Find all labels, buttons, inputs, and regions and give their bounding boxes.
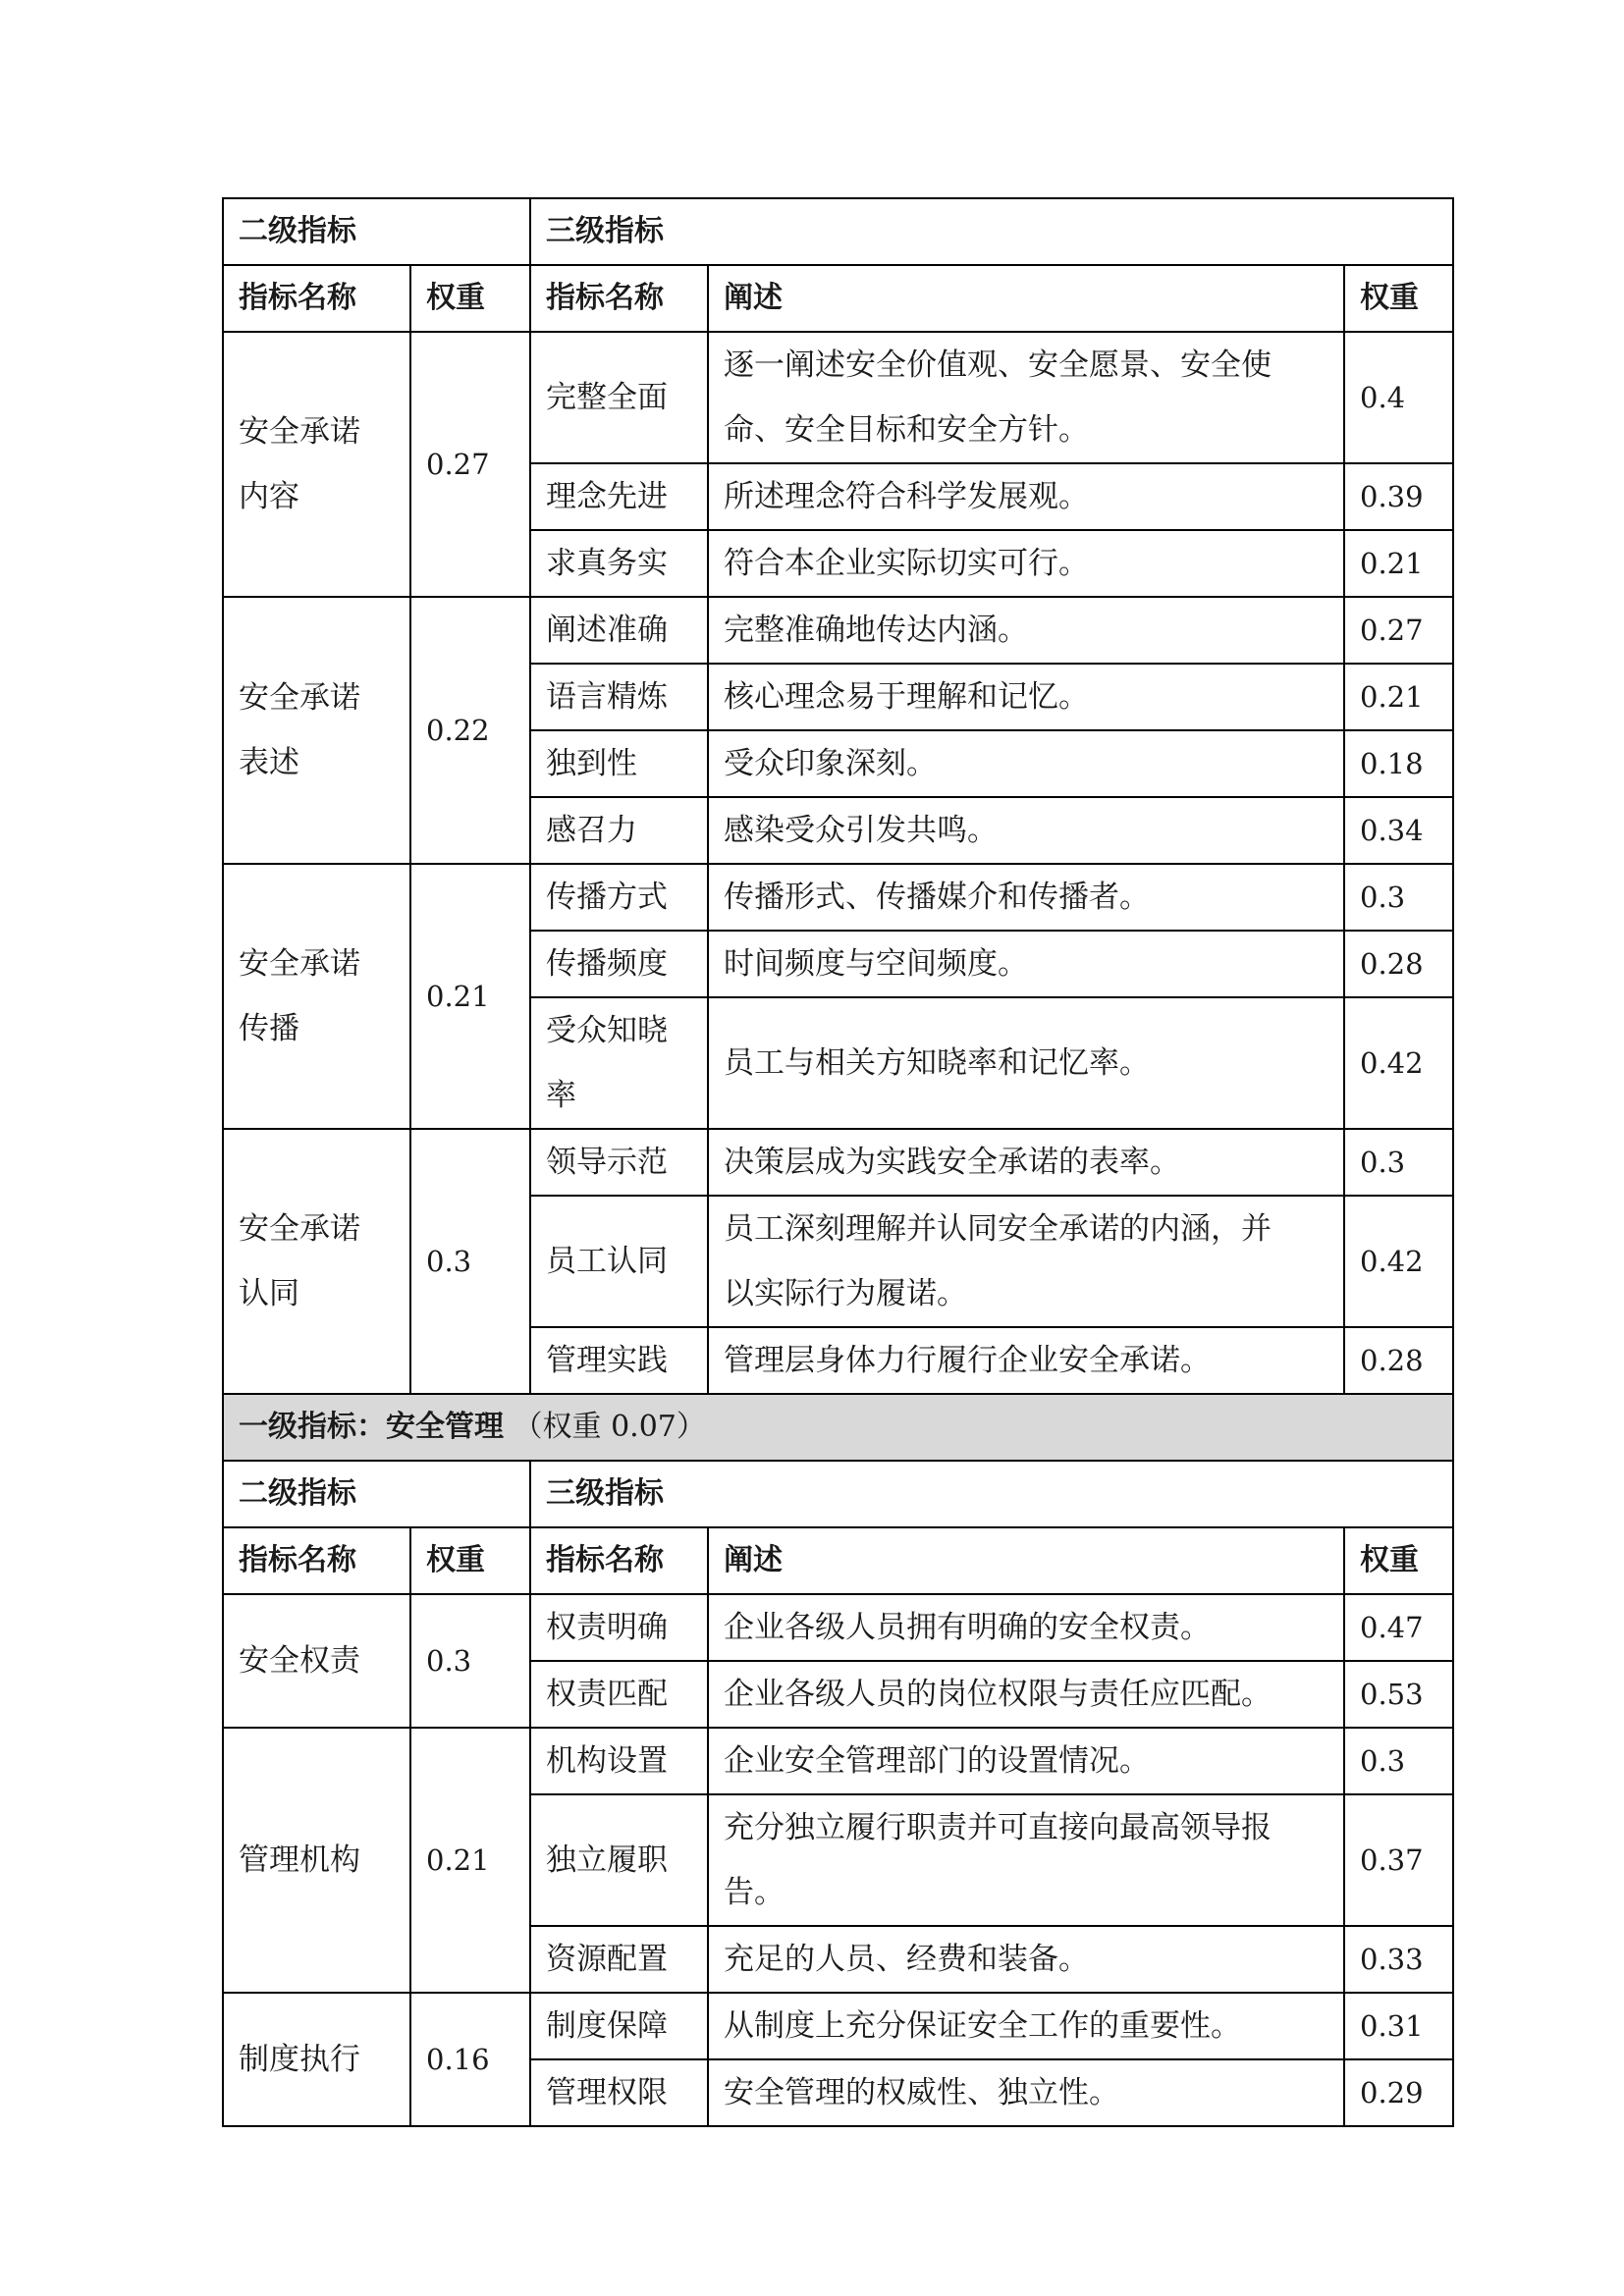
level3-name: 权责明确 — [530, 1594, 708, 1661]
level3-weight: 0.29 — [1344, 2059, 1453, 2126]
level2-weight: 0.16 — [410, 1993, 530, 2126]
col-header-desc: 阐述 — [708, 1527, 1344, 1594]
header-row-columns — [223, 265, 1453, 332]
level3-name — [530, 997, 708, 1129]
level3-weight: 0.4 — [1344, 332, 1453, 463]
level2-weight: 0.3 — [410, 1594, 530, 1728]
level3-desc: 从制度上充分保证安全工作的重要性。 — [708, 1993, 1344, 2059]
level3-name: 管理权限 — [530, 2059, 708, 2126]
col-header-name3: 指标名称 — [530, 1527, 708, 1594]
level3-name: 求真务实 — [530, 530, 708, 597]
level3-desc: 企业各级人员拥有明确的安全权责。 — [708, 1594, 1344, 1661]
header-row-levels — [223, 198, 1453, 265]
level3-weight: 0.34 — [1344, 797, 1453, 864]
level3-weight: 0.33 — [1344, 1926, 1453, 1993]
level3-desc-line: 命、安全目标和安全方针。 — [724, 412, 1089, 448]
table-row — [223, 1728, 1453, 1794]
col-header-name: 指标名称 — [223, 1527, 410, 1594]
col-header-weight3: 权重 — [1344, 265, 1453, 332]
level2-name — [223, 1129, 410, 1394]
document-page — [222, 197, 1452, 2127]
level2-name — [223, 864, 410, 1129]
level2-name — [223, 332, 410, 597]
level3-weight: 0.28 — [1344, 1327, 1453, 1394]
level3-desc — [708, 1196, 1344, 1327]
level2-weight: 0.27 — [410, 332, 530, 597]
table-row — [223, 1594, 1453, 1661]
level3-name: 员工认同 — [530, 1196, 708, 1327]
level3-weight: 0.21 — [1344, 664, 1453, 730]
level3-name: 领导示范 — [530, 1129, 708, 1196]
level3-desc: 核心理念易于理解和记忆。 — [708, 664, 1344, 730]
level2-weight: 0.22 — [410, 597, 530, 864]
level3-desc: 符合本企业实际切实可行。 — [708, 530, 1344, 597]
level2-name-line: 传播 — [239, 1011, 299, 1046]
level3-desc-line: 告。 — [724, 1875, 785, 1910]
level3-weight: 0.42 — [1344, 1196, 1453, 1327]
col-header-weight3: 权重 — [1344, 1527, 1453, 1594]
level3-name-line: 率 — [546, 1078, 576, 1113]
level3-weight: 0.47 — [1344, 1594, 1453, 1661]
level3-weight: 0.3 — [1344, 1728, 1453, 1794]
level3-weight: 0.39 — [1344, 463, 1453, 530]
header-level3: 三级指标 — [530, 198, 1453, 265]
level1-cell — [223, 1394, 1453, 1461]
level3-name: 独到性 — [530, 730, 708, 797]
level3-desc: 员工与相关方知晓率和记忆率。 — [708, 997, 1344, 1129]
header-level2: 二级指标 — [223, 1461, 530, 1527]
level3-weight: 0.3 — [1344, 864, 1453, 931]
level3-desc-line: 员工深刻理解并认同安全承诺的内涵，并 — [724, 1211, 1272, 1247]
level3-desc: 受众印象深刻。 — [708, 730, 1344, 797]
level2-name-line: 安全承诺 — [239, 680, 360, 716]
indicator-table — [222, 197, 1454, 2127]
level3-weight: 0.18 — [1344, 730, 1453, 797]
level3-weight: 0.31 — [1344, 1993, 1453, 2059]
header-row-columns — [223, 1527, 1453, 1594]
header-level2: 二级指标 — [223, 198, 530, 265]
col-header-desc: 阐述 — [708, 265, 1344, 332]
header-level3: 三级指标 — [530, 1461, 1453, 1527]
level3-desc: 时间频度与空间频度。 — [708, 931, 1344, 997]
level3-desc — [708, 332, 1344, 463]
level3-weight: 0.3 — [1344, 1129, 1453, 1196]
level3-name: 独立履职 — [530, 1794, 708, 1926]
table-row — [223, 1993, 1453, 2059]
level2-name-line: 认同 — [239, 1276, 299, 1311]
table-row — [223, 597, 1453, 664]
level2-name-line: 安全承诺 — [239, 414, 360, 450]
level3-desc-line: 充分独立履行职责并可直接向最高领导报 — [724, 1810, 1272, 1845]
level3-desc: 企业安全管理部门的设置情况。 — [708, 1728, 1344, 1794]
level3-weight: 0.53 — [1344, 1661, 1453, 1728]
level3-weight: 0.28 — [1344, 931, 1453, 997]
level2-name: 安全权责 — [223, 1594, 410, 1728]
level3-desc: 安全管理的权威性、独立性。 — [708, 2059, 1344, 2126]
level3-name: 完整全面 — [530, 332, 708, 463]
level2-name-line: 安全承诺 — [239, 1211, 360, 1247]
level3-weight: 0.21 — [1344, 530, 1453, 597]
level3-name-line: 受众知晓 — [546, 1013, 668, 1048]
level3-name: 权责匹配 — [530, 1661, 708, 1728]
level3-name: 感召力 — [530, 797, 708, 864]
header-row-levels — [223, 1461, 1453, 1527]
level1-row — [223, 1394, 1453, 1461]
level3-desc: 所述理念符合科学发展观。 — [708, 463, 1344, 530]
level3-weight: 0.27 — [1344, 597, 1453, 664]
level2-name: 管理机构 — [223, 1728, 410, 1993]
level3-name: 传播频度 — [530, 931, 708, 997]
col-header-weight: 权重 — [410, 1527, 530, 1594]
level3-desc: 感染受众引发共鸣。 — [708, 797, 1344, 864]
level2-weight: 0.21 — [410, 1728, 530, 1993]
level2-weight: 0.21 — [410, 864, 530, 1129]
level3-desc: 决策层成为实践安全承诺的表率。 — [708, 1129, 1344, 1196]
level3-name: 制度保障 — [530, 1993, 708, 2059]
level3-desc: 完整准确地传达内涵。 — [708, 597, 1344, 664]
level3-desc: 管理层身体力行履行企业安全承诺。 — [708, 1327, 1344, 1394]
level3-name: 语言精炼 — [530, 664, 708, 730]
table-row — [223, 1129, 1453, 1196]
col-header-weight: 权重 — [410, 265, 530, 332]
col-header-name: 指标名称 — [223, 265, 410, 332]
level3-desc: 传播形式、传播媒介和传播者。 — [708, 864, 1344, 931]
table-row — [223, 864, 1453, 931]
level3-name: 资源配置 — [530, 1926, 708, 1993]
level3-name: 阐述准确 — [530, 597, 708, 664]
level3-name: 理念先进 — [530, 463, 708, 530]
level2-name-line: 表述 — [239, 745, 299, 780]
level3-name: 管理实践 — [530, 1327, 708, 1394]
level2-weight: 0.3 — [410, 1129, 530, 1394]
level2-name: 制度执行 — [223, 1993, 410, 2126]
level3-desc-line: 逐一阐述安全价值观、安全愿景、安全使 — [724, 347, 1272, 383]
level1-label: 一级指标：安全管理 — [239, 1410, 504, 1444]
level2-name — [223, 597, 410, 864]
col-header-name3: 指标名称 — [530, 265, 708, 332]
level3-desc-line: 以实际行为履诺。 — [724, 1276, 967, 1311]
level3-desc — [708, 1794, 1344, 1926]
level3-desc: 充足的人员、经费和装备。 — [708, 1926, 1344, 1993]
level2-name-line: 安全承诺 — [239, 946, 360, 982]
level1-weight-note: （权重 0.07） — [513, 1410, 706, 1444]
level2-name-line: 内容 — [239, 479, 299, 514]
table-row — [223, 332, 1453, 463]
level3-name: 机构设置 — [530, 1728, 708, 1794]
level3-name: 传播方式 — [530, 864, 708, 931]
level3-weight: 0.42 — [1344, 997, 1453, 1129]
level3-weight: 0.37 — [1344, 1794, 1453, 1926]
level3-desc: 企业各级人员的岗位权限与责任应匹配。 — [708, 1661, 1344, 1728]
